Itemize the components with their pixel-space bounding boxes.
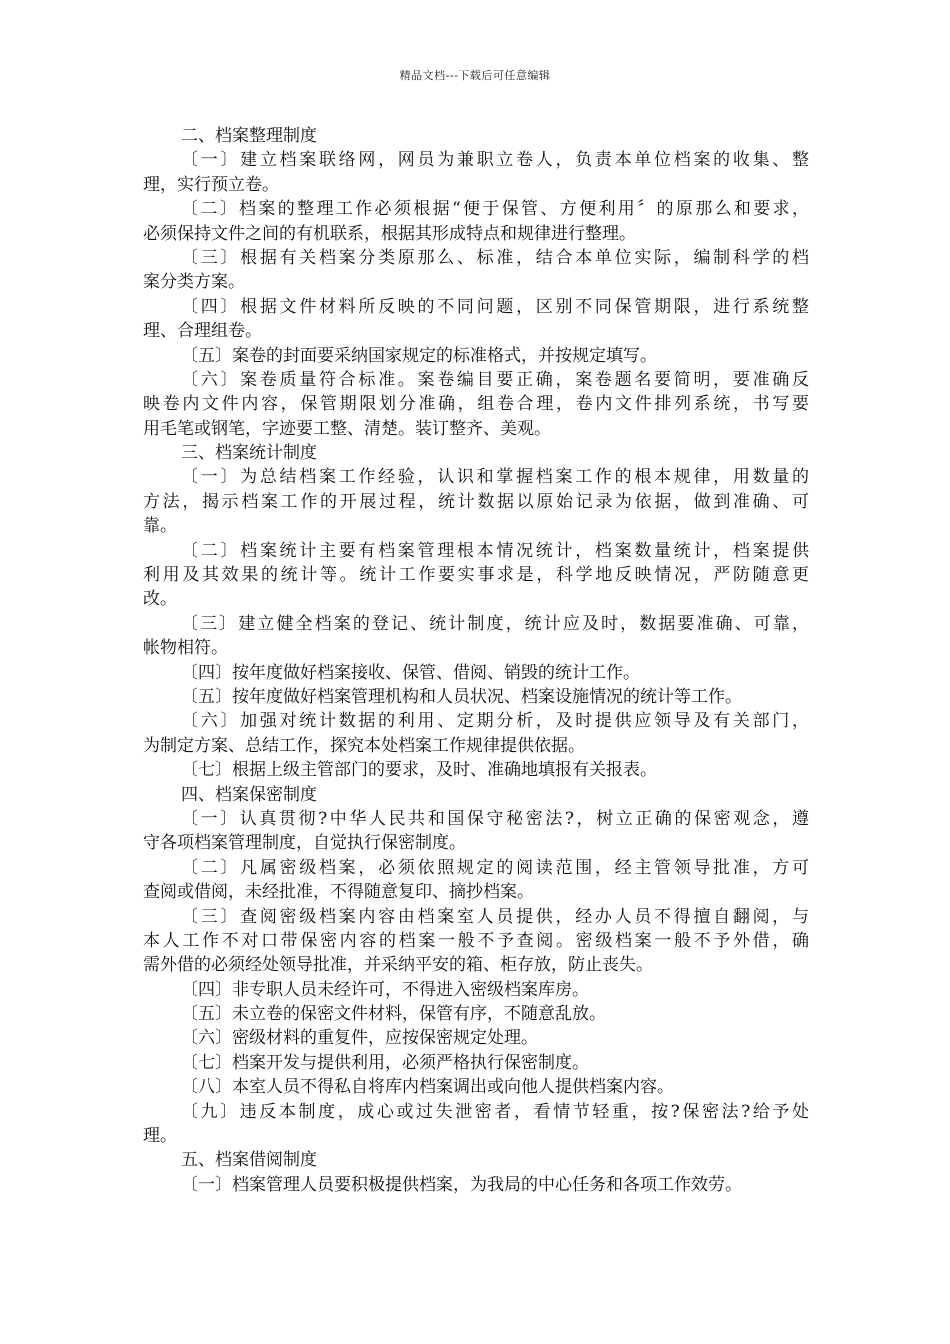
text-line: 〔五〕案卷的封面要采纳国家规定的标准格式，并按规定填写。: [181, 345, 657, 366]
text-line: 〔三〕根据有关档案分类原那么、标准，结合本单位实际，编制科学的档: [181, 247, 809, 268]
text-line: 〔三〕查阅密级档案内容由档案室人员提供，经办人员不得擅自翻阅，与: [181, 906, 809, 927]
text-line: 本人工作不对口带保密内容的档案一般不予查阅。密级档案一般不予外借，确: [143, 930, 809, 951]
text-line: 方法，揭示档案工作的开展过程，统计数据以原始记录为依据，做到准确、可: [143, 491, 809, 512]
text-line: 〔二〕凡属密级档案，必须依照规定的阅读范围，经主管领导批准，方可: [181, 857, 809, 878]
text-line: 案分类方案。: [143, 272, 245, 293]
text-line: 〔四〕根据文件材料所反映的不同问题，区别不同保管期限，进行系统整: [181, 296, 809, 317]
text-line: 〔六〕加强对统计数据的利用、定期分析，及时提供应领导及有关部门，: [181, 711, 809, 732]
text-line: 查阅或借阅，未经批准，不得随意复印、摘抄档案。: [143, 882, 534, 903]
page-header: 精品文档---下载后可任意编辑: [399, 69, 551, 82]
text-line: 〔四〕按年度做好档案接收、保管、借阅、销毁的统计工作。: [181, 662, 640, 683]
text-line: 〔三〕建立健全档案的登记、统计制度，统计应及时，数据要准确、可靠，: [181, 613, 809, 634]
text-line: 为制定方案、总结工作，探究本处档案工作规律提供依据。: [143, 735, 585, 756]
text-line: 二、档案整理制度: [181, 126, 317, 146]
text-line: 守各项档案管理制度，自觉执行保密制度。: [143, 833, 466, 854]
text-line: 〔二〕档案的整理工作必须根据“便于保管、方便利用〞的原那么和要求，: [181, 199, 809, 220]
text-line: 〔一〕为总结档案工作经验，认识和掌握档案工作的根本规律，用数量的: [181, 467, 809, 488]
text-line: 四、档案保密制度: [181, 784, 317, 805]
text-line: 必须保持文件之间的有机联系，根据其形成特点和规律进行整理。: [143, 223, 636, 244]
text-line: 〔四〕非专职人员未经许可，不得进入密级档案库房。: [181, 979, 589, 1000]
text-line: 映卷内文件内容，保管期限划分准确，组卷合理，卷内文件排列系统，书写要: [143, 394, 809, 415]
text-line: 〔六〕密级材料的重复件，应按保密规定处理。: [181, 1028, 538, 1049]
text-line: 靠。: [143, 516, 177, 537]
document-body: [143, 124, 809, 1197]
text-line: 用毛笔或钢笔，字迹要工整、清楚。装订整齐、美观。: [143, 418, 551, 439]
text-line: 理，实行预立卷。: [143, 174, 279, 195]
text-line: 〔五〕未立卷的保密文件材料，保管有序，不随意乱放。: [181, 1004, 606, 1025]
text-line: 〔一〕档案管理人员要积极提供档案，为我局的中心任务和各项工作效劳。: [181, 1174, 742, 1195]
text-line: 〔九〕违反本制度，成心或过失泄密者，看情节轻重，按?保密法?给予处: [181, 1101, 809, 1122]
text-line: 改。: [143, 589, 177, 610]
text-line: 利用及其效果的统计等。统计工作要实事求是，科学地反映情况，严防随意更: [143, 565, 809, 586]
text-line: 〔五〕按年度做好档案管理机构和人员状况、档案设施情况的统计等工作。: [181, 686, 742, 707]
text-line: 〔二〕档案统计主要有档案管理根本情况统计，档案数量统计，档案提供: [181, 540, 809, 561]
text-line: 五、档案借阅制度: [181, 1150, 317, 1171]
text-line: 〔一〕认真贯彻?中华人民共和国保守秘密法?，树立正确的保密观念，遵: [181, 808, 809, 829]
text-line: 〔七〕根据上级主管部门的要求，及时、准确地填报有关报表。: [181, 760, 657, 781]
text-line: 〔七〕档案开发与提供利用，必须严格执行保密制度。: [181, 1052, 589, 1073]
text-line: 〔一〕建立档案联络网，网员为兼职立卷人，负责本单位档案的收集、整: [181, 150, 809, 171]
text-line: 理、合理组卷。: [143, 321, 262, 342]
text-line: 〔八〕本室人员不得私自将库内档案调出或向他人提供档案内容。: [181, 1077, 674, 1098]
text-line: 帐物相符。: [143, 638, 228, 659]
text-line: 三、档案统计制度: [181, 443, 317, 464]
text-line: 理。: [143, 1126, 177, 1147]
text-line: 需外借的必须经处领导批准，并采纳平安的箱、柜存放，防止丧失。: [143, 955, 653, 976]
text-line: 〔六〕案卷质量符合标准。案卷编目要正确，案卷题名要简明，要准确反: [181, 369, 809, 390]
